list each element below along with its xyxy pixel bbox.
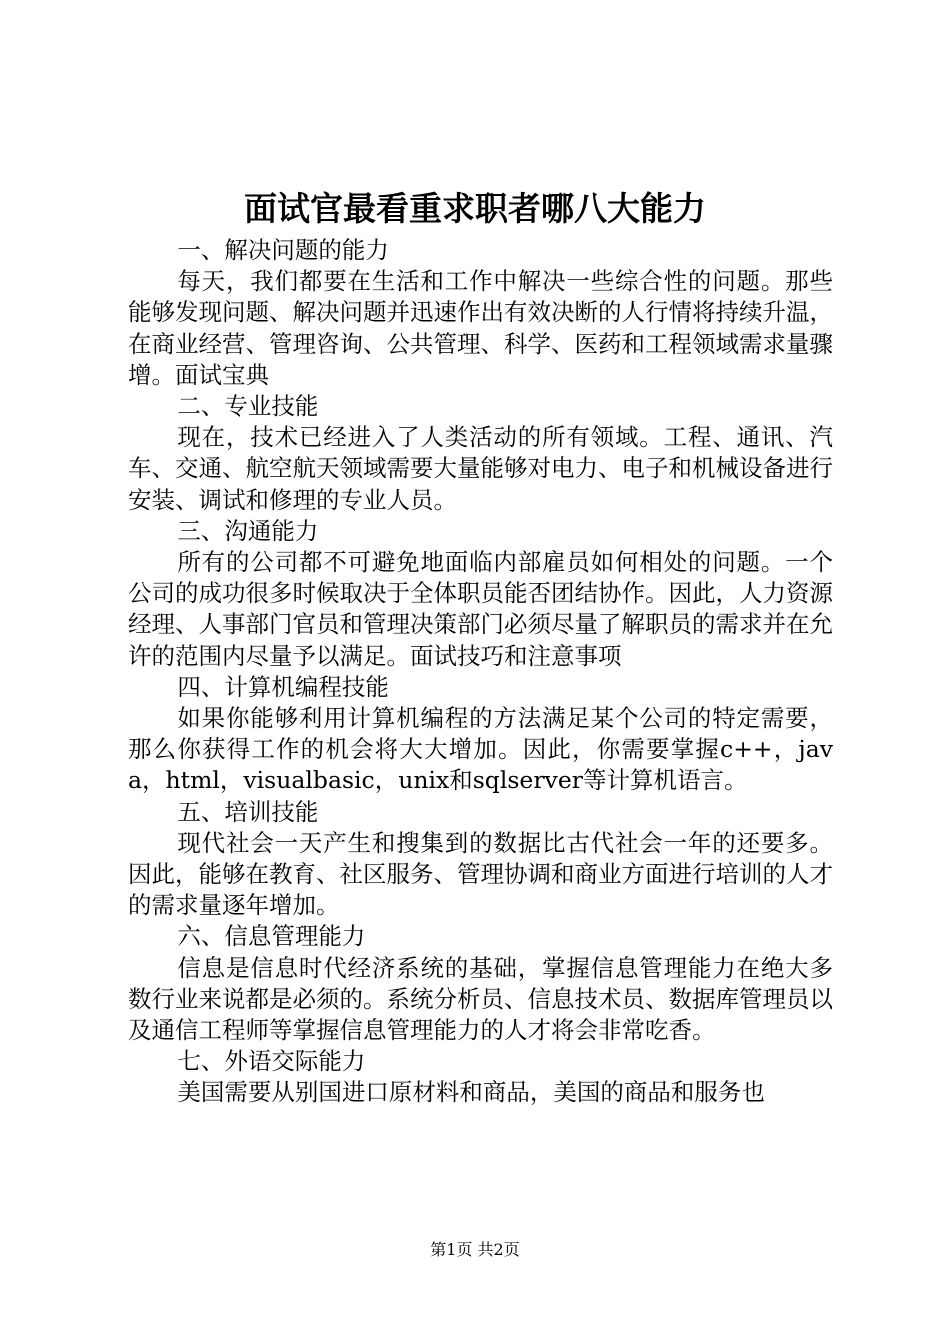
section-paragraph: 现代社会一天产生和搜集到的数据比古代社会一年的还要多。因此，能够在教育、社区服务、管理协调和商业方面进行培训的人才的需求量逐年增加。 xyxy=(128,828,833,920)
section-heading: 六、信息管理能力 xyxy=(177,922,366,951)
document-body xyxy=(128,235,833,1109)
section-heading: 一、解决问题的能力 xyxy=(177,236,389,264)
section-paragraph: 如果你能够利用计算机编程的方法满足某个公司的特定需要，那么你获得工作的机会将大大增加。因此，你需要掌握c++，java，html，visualbasic，unix和sqlserver等计算机语言。 xyxy=(128,704,833,795)
section-paragraph: 现在，技术已经进入了人类活动的所有领域。工程、通讯、汽车、交通、航空航天领域需要大量能够对电力、电子和机械设备进行安装、调试和修理的专业人员。 xyxy=(128,423,833,514)
section-heading: 三、沟通能力 xyxy=(177,516,319,545)
section-paragraph: 信息是信息时代经济系统的基础，掌握信息管理能力在绝大多数行业来说都是必须的。系统分析员、信息技术员、数据库管理员以及通信工程师等掌握信息管理能力的人才将会非常吃香。 xyxy=(128,953,833,1045)
section-heading: 七、外语交际能力 xyxy=(177,1047,366,1076)
document-title: 面试官最看重求职者哪八大能力 xyxy=(244,189,706,228)
section-paragraph: 每天，我们都要在生活和工作中解决一些综合性的问题。那些能够发现问题、解决问题并迅速作出有效决断的人行情将持续升温，在商业经营、管理咨询、公共管理、科学、医药和工程领域需求量骤增。面试宝典 xyxy=(128,267,833,389)
section-paragraph: 美国需要从别国进口原材料和商品，美国的商品和服务也 xyxy=(177,1078,765,1107)
page-footer: 第1页 共2页 xyxy=(430,1240,520,1259)
section-heading: 五、培训技能 xyxy=(177,797,319,826)
section-heading: 四、计算机编程技能 xyxy=(177,672,389,701)
section-heading: 二、专业技能 xyxy=(177,392,319,421)
section-paragraph: 所有的公司都不可避免地面临内部雇员如何相处的问题。一个公司的成功很多时候取决于全体职员能否团结协作。因此，人力资源经理、人事部门官员和管理决策部门必须尽量了解职员的需求并在允许的范围内尽量予以满足。面试技巧和注意事项 xyxy=(128,548,833,670)
